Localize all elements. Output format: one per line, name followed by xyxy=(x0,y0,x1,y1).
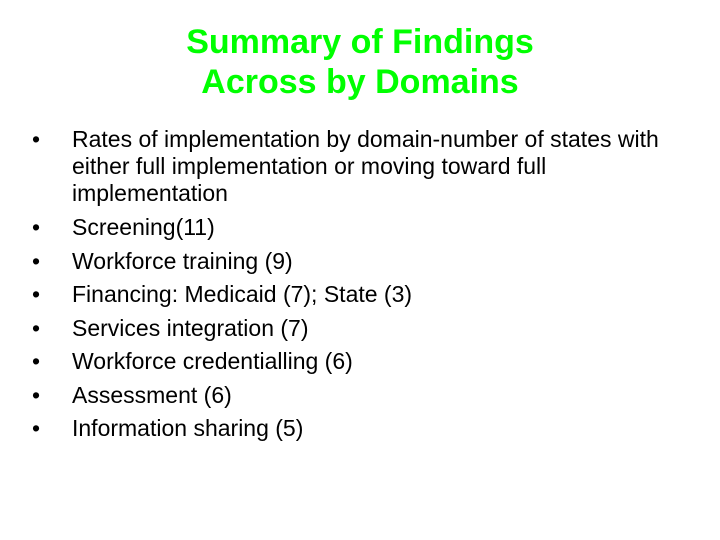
bullet-item-financing xyxy=(20,280,700,308)
bullet-item-implementation-rates xyxy=(20,126,700,207)
bullet-dot-icon: • xyxy=(31,348,41,374)
bullet-item-services-integration xyxy=(20,314,700,342)
bullet-dot-icon: • xyxy=(31,415,41,441)
bullet-dot-icon: • xyxy=(31,314,41,341)
bullet-item-screening xyxy=(20,213,700,241)
bullet-dot-icon: • xyxy=(31,381,41,408)
bullet-dot-icon: • xyxy=(31,214,41,240)
bullet-item-workforce-training xyxy=(20,247,700,275)
bullet-text: Information sharing (5) xyxy=(72,415,304,441)
bullet-list xyxy=(20,126,700,448)
bullet-text: Rates of implementation by domain-number of states with either full implementation or moving toward full implementation xyxy=(72,126,659,206)
slide-title xyxy=(0,22,720,102)
bullet-text: Assessment (6) xyxy=(72,381,232,408)
bullet-dot-icon: • xyxy=(31,281,41,307)
bullet-dot-icon: • xyxy=(31,247,41,274)
bullet-item-information-sharing xyxy=(20,414,700,442)
bullet-text: Screening(11) xyxy=(72,214,215,240)
bullet-text: Workforce credentialling (6) xyxy=(72,348,353,374)
bullet-text: Workforce training (9) xyxy=(72,247,293,274)
bullet-text: Services integration (7) xyxy=(72,314,309,341)
bullet-dot-icon: • xyxy=(31,126,41,152)
bullet-text: Financing: Medicaid (7); State (3) xyxy=(72,281,413,307)
slide-title-line-2: Across by Domains xyxy=(201,63,519,101)
bullet-item-workforce-credentialling xyxy=(20,347,700,375)
slide-title-line-1: Summary of Findings xyxy=(186,23,534,61)
bullet-item-assessment xyxy=(20,381,700,409)
